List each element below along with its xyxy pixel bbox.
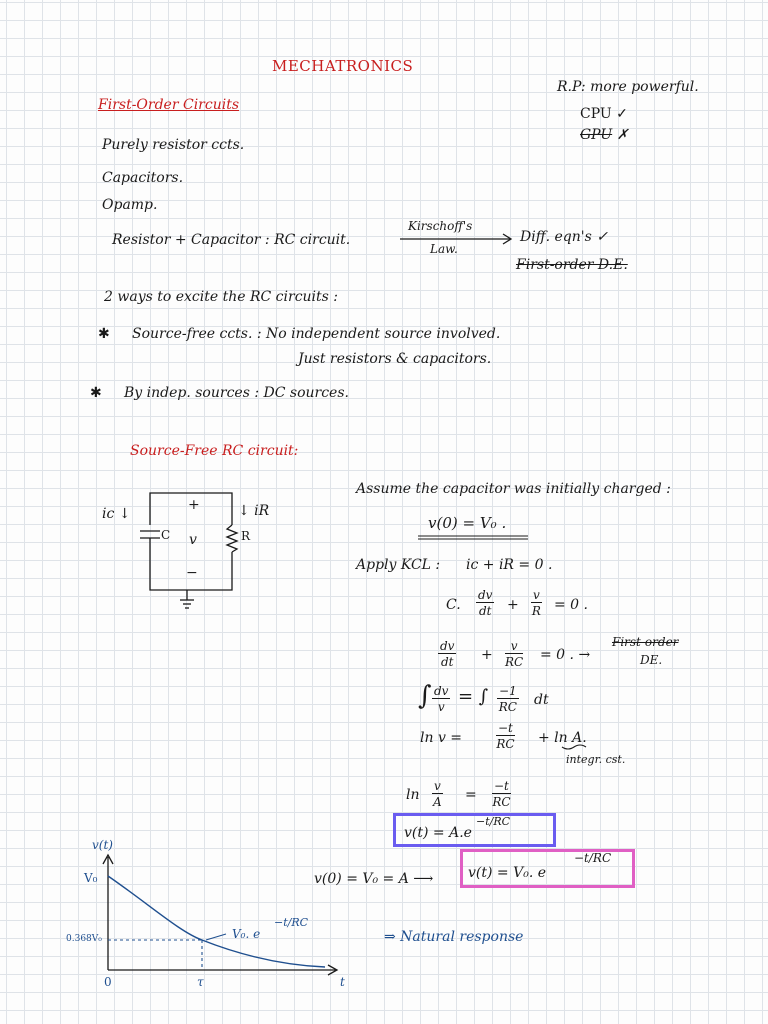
note-gpu: GPU ✗ [580, 127, 629, 143]
section-title-first-order: First-Order Circuits [98, 97, 240, 113]
eq3-dt: dt [534, 692, 549, 708]
label-minus: − [186, 565, 198, 581]
eq3-frac-dvv: $\frac{dv}{v}$ [434, 684, 449, 714]
eq7-final-solution: v(t) = V₀. e [468, 865, 546, 881]
graph-curve-exponent: −t/RC [274, 916, 309, 929]
first-order-de: First-order D.E. [516, 257, 628, 273]
graph-0368-label: 0.368V₀ [66, 934, 102, 944]
label-c: C [161, 528, 171, 542]
eq6-general-solution: v(t) = A.e [404, 825, 472, 841]
label-ic: ic ↓ [102, 506, 131, 522]
diff-eq: Diff. eqn's ✓ [520, 229, 608, 245]
graph-origin-label: 0 [104, 975, 112, 989]
assume-line: Assume the capacitor was initially charged : [356, 481, 671, 497]
eq2-frac-dvdt: $\frac{dv}{dt}$ [440, 639, 455, 669]
line-opamp: Opamp. [102, 197, 158, 213]
line-purely-resistor: Purely resistor ccts. [102, 137, 245, 153]
source-free-line: Source-free ccts. : No independent source involved. [132, 326, 501, 342]
label-plus: + [188, 497, 200, 513]
eq5-frac-t-rc: $\frac{-t}{RC}$ [492, 779, 511, 809]
just-rc-line: Just resistors & capacitors. [298, 351, 492, 367]
graph-curve-label: V₀. e [232, 927, 261, 941]
eq2-note-first-order: First-order [612, 635, 679, 649]
eq4-note-integr: integr. cst. [566, 753, 626, 766]
eq3-integral-left: ∫ [418, 681, 432, 711]
label-ir: ↓ iR [238, 503, 270, 519]
arrow-label-bottom: Law. [430, 242, 458, 256]
eq7-exponent: −t/RC [574, 851, 612, 865]
note-cpu: CPU ✓ [580, 106, 628, 122]
eq1-frac-vr: $\frac{v}{R}$ [531, 588, 541, 618]
curve-label-pointer [206, 934, 226, 940]
eq2-plus: + [481, 647, 493, 663]
eq4-rest: + ln A. [538, 730, 587, 746]
eq5-frac-v-a: $\frac{v}{A}$ [433, 779, 442, 809]
note-rp: R.P: more powerful. [557, 79, 699, 95]
eq1-plus: + [507, 597, 519, 613]
eq3-equals-integral: = ∫ [458, 686, 489, 707]
eq4-lhs: ln v = [420, 730, 463, 746]
natural-response: ⇒ Natural response [384, 929, 524, 945]
eq2-rest: = 0 . → [540, 647, 591, 663]
graph-y-label: v(t) [92, 838, 113, 852]
label-v: v [189, 532, 197, 548]
arrow-label-top: Kirschoff's [408, 219, 473, 233]
page-title: MECHATRONICS [272, 57, 414, 75]
rc-definition: Resistor + Capacitor : RC circuit. [112, 232, 351, 248]
eq3-frac-minus1-rc: $\frac{-1}{RC}$ [498, 684, 517, 714]
bullet-icon: ✱ [98, 326, 110, 342]
graph-tau-label: τ [197, 975, 204, 989]
apply-kcl: Apply KCL : [356, 557, 441, 573]
ways-heading: 2 ways to excite the RC circuits : [104, 289, 339, 305]
eq1-c: C. [446, 597, 461, 613]
bullet-icon: ✱ [90, 385, 102, 401]
graph-x-label: t [340, 975, 345, 989]
indep-source-line: By indep. sources : DC sources. [124, 385, 349, 401]
eq5-ln: ln [406, 787, 420, 803]
eq1-frac-dvdt: $\frac{dv}{dt}$ [478, 588, 493, 618]
eq1-rest: = 0 . [554, 597, 588, 613]
eq5-eq: = [465, 787, 477, 803]
eq2-note-de: DE. [640, 653, 663, 667]
line-capacitors: Capacitors. [102, 170, 184, 186]
kcl-equation: ic + iR = 0 . [466, 557, 553, 573]
eq2-frac-vrc: $\frac{v}{RC}$ [505, 639, 524, 669]
section-title-source-free: Source-Free RC circuit: [130, 443, 299, 459]
label-r: R [241, 529, 251, 543]
graph-v0-label: V₀ [84, 871, 98, 885]
eq6-exponent: −t/RC [476, 815, 511, 828]
initial-condition: v(0) = V₀ . [428, 514, 507, 532]
eq4-frac-t-rc: $\frac{-t}{RC}$ [496, 721, 515, 751]
eq7-lhs: v(0) = V₀ = A ⟶ [314, 871, 434, 887]
